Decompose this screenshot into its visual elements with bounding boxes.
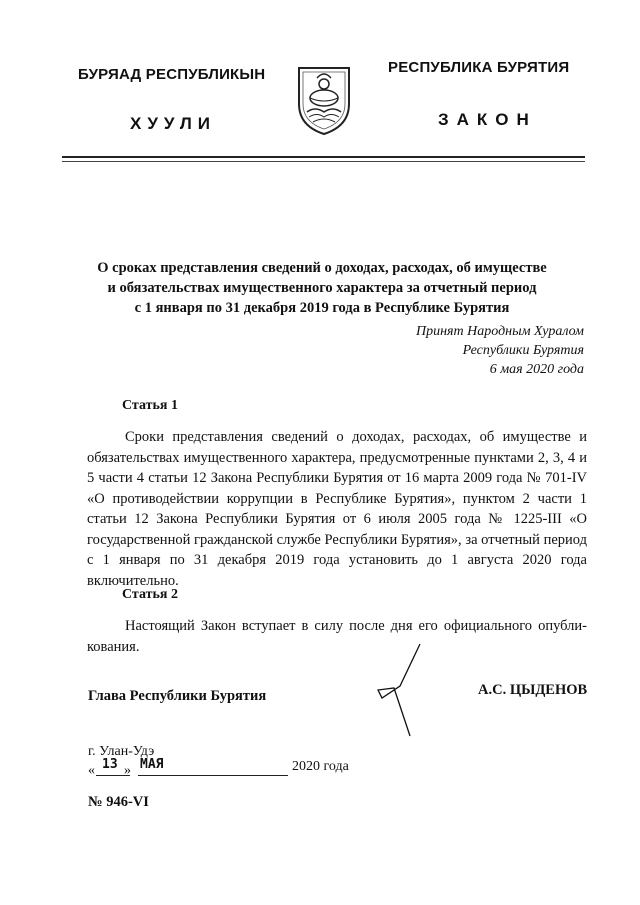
adoption-line: 6 мая 2020 года	[489, 362, 584, 377]
date-month: МАЯ	[140, 757, 164, 772]
law-number: № 946-VI	[88, 794, 149, 810]
city: г. Улан-Удэ	[88, 744, 155, 759]
handwritten-signature	[372, 640, 432, 745]
title-line: О сроках представления сведений о доходах, расходах, об имуществе	[97, 260, 547, 276]
title-line: и обязательствах имущественного характера за отчетный период	[107, 280, 537, 296]
article-2-body: Настоящий Закон вступает в силу после дня его официального опубли-кования.	[87, 618, 587, 655]
signatory-name: А.С. ЦЫДЕНОВ	[478, 682, 588, 698]
article-1-body: Сроки представления сведений о доходах, расходах, об имуществе и обязательствах имущественного характера, предусмотренные пунктами 2, 3, 4 и 5 части 4 статьи 12 Закона Республики Бурятия от 16 марта 2009 года № 701-IV «О противодействии коррупции в Республике Бурятия», пунктом 2 части 1 статьи 12 Закона Республики Бурятия от 6 июля 2005 года № 1225-III «О государственной гражданской службе Республики Бурятия», за отчетный период с 1 января по 31 декабря 2019 года установить до 1 августа 2020 года включительно.	[87, 429, 587, 589]
header-rule-thin	[62, 161, 585, 162]
signatory-position: Глава Республики Бурятия	[88, 688, 267, 704]
coat-of-arms-emblem	[295, 64, 353, 136]
date-day: 13	[102, 757, 118, 772]
header-right-bottom: ЗАКОН	[438, 110, 537, 129]
title-line: с 1 января по 31 декабря 2019 года в Республике Бурятия	[134, 300, 510, 316]
date-line	[88, 757, 388, 781]
adoption-line: Принят Народным Хуралом	[415, 324, 584, 339]
article-1-text	[87, 427, 587, 591]
date-year: 2020 года	[292, 759, 349, 774]
close-quote: »	[124, 763, 131, 778]
header-left-bottom: ХУУЛИ	[130, 114, 216, 133]
header-right-top: РЕСПУБЛИКА БУРЯТИЯ	[388, 59, 570, 76]
article-2-heading: Статья 2	[122, 587, 178, 602]
law-title	[96, 258, 548, 318]
article-1-heading: Статья 1	[122, 398, 178, 413]
header-left-top: БУРЯАД РЕСПУБЛИКЫН	[78, 66, 266, 83]
adoption-line: Республики Бурятия	[462, 343, 584, 358]
header-rule-thick	[62, 156, 585, 158]
article-2-text	[87, 616, 587, 657]
open-quote: «	[88, 763, 95, 778]
month-underline	[138, 775, 288, 776]
adoption-note	[416, 322, 584, 379]
